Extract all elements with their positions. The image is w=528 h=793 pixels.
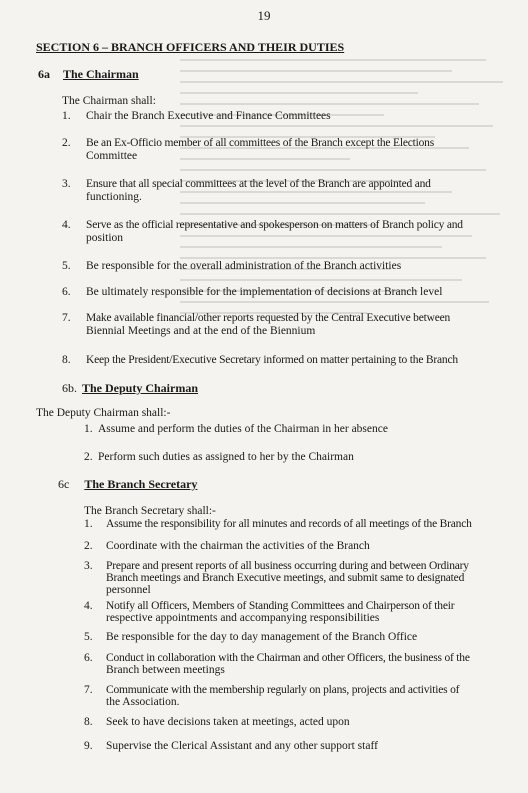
chairman-number: 6a — [38, 67, 50, 81]
secretary-number: 6c — [58, 477, 70, 491]
chairman-intro: The Chairman shall: — [62, 95, 156, 107]
page-number: 19 — [257, 8, 271, 23]
deputy-intro: The Deputy Chairman shall:- — [36, 407, 171, 419]
deputy-number: 6b. — [62, 381, 77, 395]
deputy-title: The Deputy Chairman — [82, 381, 199, 395]
section-title: SECTION 6 – BRANCH OFFICERS AND THEIR DUTIES — [36, 40, 345, 54]
chairman-heading — [38, 67, 139, 82]
secretary-title: The Branch Secretary — [84, 477, 198, 491]
chairman-title: The Chairman — [63, 67, 139, 81]
deputy-heading — [62, 381, 198, 396]
secretary-heading — [58, 477, 197, 492]
secretary-intro: The Branch Secretary shall:- — [84, 505, 216, 517]
